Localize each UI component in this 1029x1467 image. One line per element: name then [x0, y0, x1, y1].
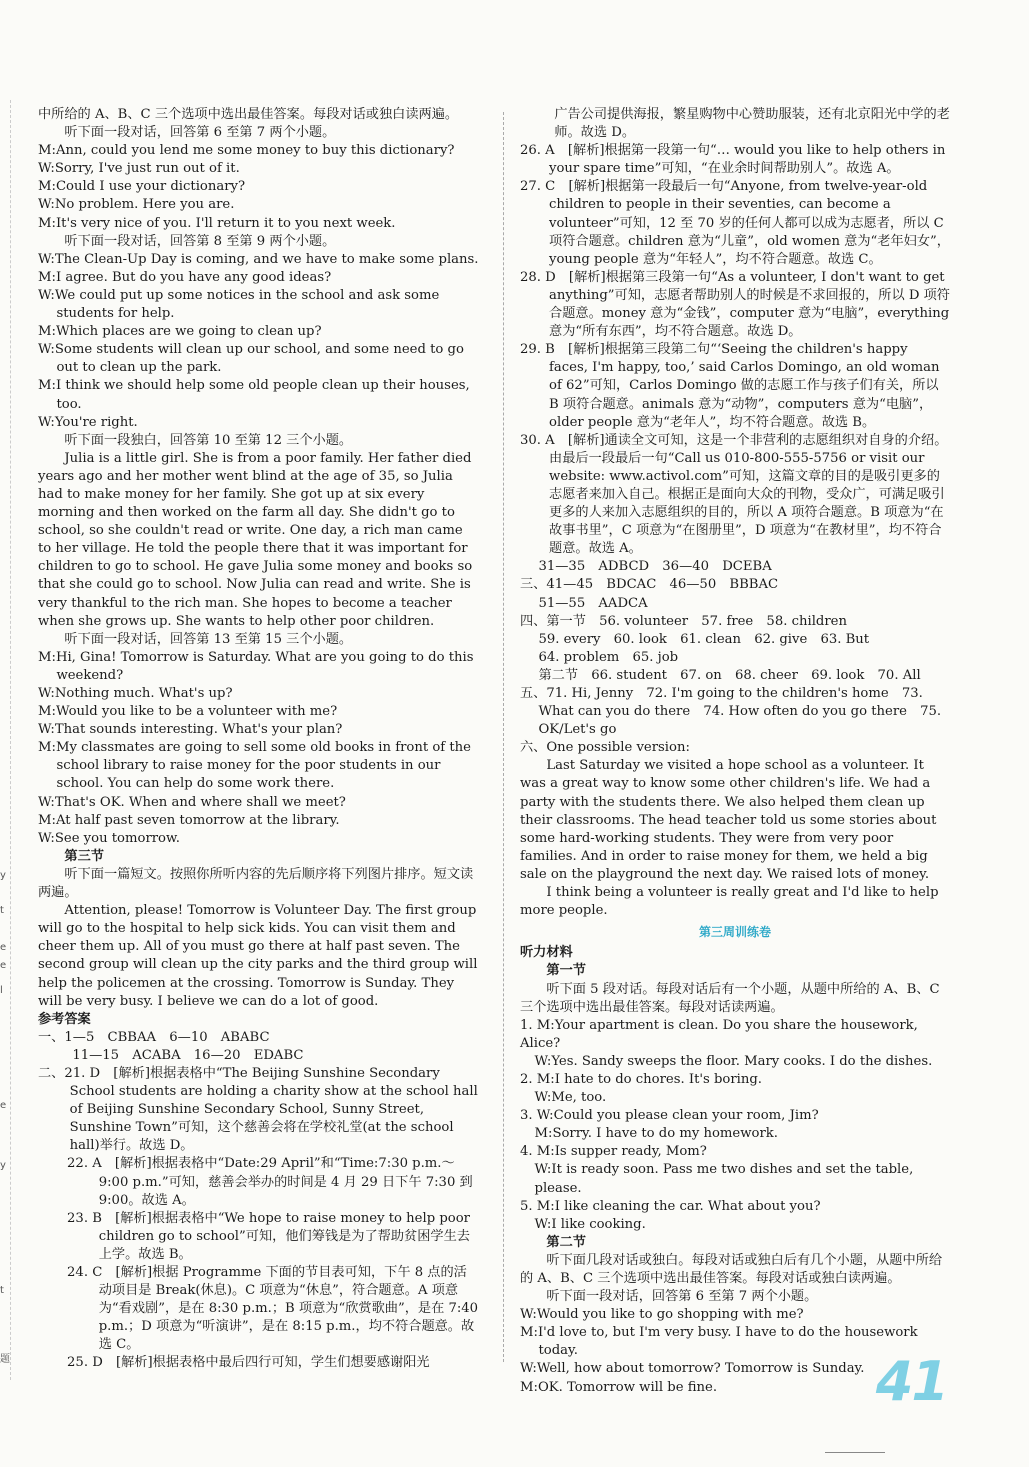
- right-after-line: W:It is ready soon. Pass me two dishes and set the table, please.: [534, 1162, 914, 1196]
- right-after-line: 5. M:I like cleaning the car. What about you?: [520, 1198, 821, 1214]
- left-line: 听下面一段对话，回答第 8 至第 9 两个小题。: [64, 233, 336, 249]
- right-after-line: M:OK. Tomorrow will be fine.: [520, 1379, 718, 1395]
- margin-glyph: e: [0, 960, 7, 971]
- right-line: 广告公司提供海报，繁星购物中心赞助服装，还有北京阳光中学的老师。故选 D。: [554, 107, 950, 141]
- right-line: 27. C [解析]根据第一段最后一句“Anyone, from twelve-year-old children to people in their seventies, can become a volunteer”可知，12 至 70 岁的任何人都可以成为志愿者，所以 C 项符合题意。children 意为“儿童”，old women 意为“老年妇女”，young people 意为“年轻人”，均不符合题意。故选 C。: [520, 179, 950, 267]
- right-after-line: 1. M:Your apartment is clean. Do you share the housework, Alice?: [520, 1017, 918, 1051]
- right-column: [520, 106, 950, 1397]
- right-after-line: 听下面几段对话或独白。每段对话或独白后有几个小题，从题中所给的 A、B、C 三个选项中选出最佳答案。每段对话或独白读两遍。: [520, 1252, 943, 1286]
- left-line: 参考答案: [38, 1011, 91, 1027]
- right-line: 64. problem 65. job: [538, 649, 679, 665]
- left-line: M:I think we should help some old people clean up their houses, too.: [38, 378, 470, 412]
- left-line: M:At half past seven tomorrow at the library.: [38, 812, 340, 828]
- page-number: 41: [875, 1350, 947, 1413]
- margin-glyph: t: [0, 1285, 4, 1296]
- column-divider: [503, 112, 504, 1362]
- margin-glyph: y: [0, 870, 6, 881]
- left-line: W:See you tomorrow.: [38, 830, 180, 846]
- right-line: 30. A [解析]通读全文可知，这是一个非营利的志愿组织对自身的介绍。由最后一段最后一句“Call us 010-800-555-5756 or visit our website: www.activol.com”可知，这篇文章的目的是吸引更多的志愿者来加入自己。根据正是面向大众的刊物，受众广，可满足吸引更多的人来加入志愿组织的目的，所以 A 项符合题意。B 项意为“在故事书里”，C 项意为“在图册里”，D 项意为“在教材里”，均不符合题意。故选 A。: [520, 432, 948, 557]
- left-line: 一、1—5 CBBAA 6—10 ABABC: [38, 1029, 270, 1045]
- right-after-line: 听下面 5 段对话。每段对话后有一个小题，从题中所给的 A、B、C 三个选项中选出最佳答案。每段对话读两遍。: [520, 981, 940, 1015]
- left-line: W:That's OK. When and where shall we meet?: [38, 794, 346, 810]
- left-line: Julia is a little girl. She is from a poor family. Her father died years ago and her mother went blind at the age of 35, so Julia had to make money for her family. She got up at six every morning and then worked on the farm all day. She didn't go to school, so she couldn't read or write. One day, a rich man came to her village. He told the people there that it was important for children to go to school. He gave Julia some money and books so that she could go to school. Now Julia can read and write. She is very thankful to the rich man. She hopes to become a teacher when she grows up. She wants to help other poor children.: [38, 450, 473, 629]
- section-title: 第三周训练卷: [698, 925, 771, 940]
- right-line: 59. every 60. look 61. clean 62. give 63. But: [538, 631, 870, 647]
- left-line: 听下面一段对话，回答第 6 至第 7 两个小题。: [64, 125, 336, 141]
- left-line: 听下面一段对话，回答第 13 至第 15 三个小题。: [64, 631, 353, 647]
- margin-glyph: e: [0, 1100, 7, 1111]
- left-line: M:Hi, Gina! Tomorrow is Saturday. What are you going to do this weekend?: [38, 649, 474, 683]
- right-after-line: W:Well, how about tomorrow? Tomorrow is Sunday.: [520, 1361, 865, 1377]
- left-line: 11—15 ACABA 16—20 EDABC: [72, 1047, 304, 1063]
- right-line: 28. D [解析]根据第三段第一句“As a volunteer, I don't want to get anything”可知，志愿者帮助别人的时候是不求回报的，所以 D 项符合题意。money 意为“金钱”，computer 意为“电脑”，everything 意为“所有东西”，均不符合题意。故选 D。: [520, 269, 950, 340]
- right-line: 51—55 AADCA: [538, 595, 648, 611]
- left-line: M:It's very nice of you. I'll return it to you next week.: [38, 215, 396, 231]
- right-after-line: 2. M:I hate to do chores. It's boring.: [520, 1071, 762, 1087]
- left-line: 听下面一段独白，回答第 10 至第 12 三个小题。: [64, 432, 353, 448]
- right-line: 26. A [解析]根据第一段第一句“… would you like to help others in your spare time”可知，“在业余时间帮助别人”。故选 A。: [520, 143, 946, 177]
- left-line: M:Could I use your dictionary?: [38, 179, 246, 195]
- left-line: M:My classmates are going to sell some old books in front of the school library to raise money for the poor students in our school. You can help do some work there.: [38, 740, 471, 792]
- left-line: W:We could put up some notices in the school and ask some students for help.: [38, 287, 440, 322]
- right-after-line: 4. M:Is supper ready, Mom?: [520, 1144, 707, 1160]
- right-after-line: W:I like cooking.: [534, 1216, 646, 1232]
- right-line: 六、One possible version:: [520, 740, 690, 756]
- left-line: M:I agree. But do you have any good ideas?: [38, 269, 332, 285]
- left-line: W:Some students will clean up our school, and some need to go out to clean up the park.: [38, 342, 464, 376]
- binding-edge: [10, 100, 11, 1380]
- right-line: Last Saturday we visited a hope school as a volunteer. It was a great way to know some other children's life. We had a party with the students there. We also helped them clean up their classrooms. The head teacher told us some stories about some hard-working students. They were from very poor families. And in order to raise money for them, we held a big sale on the playground the next day. We raised lots of money.: [520, 758, 937, 882]
- left-line: W:Sorry, I've just run out of it.: [38, 161, 240, 177]
- left-line: W:That sounds interesting. What's your plan?: [38, 722, 343, 738]
- left-line: M:Ann, could you lend me some money to buy this dictionary?: [38, 143, 455, 159]
- right-line: 31—35 ADBCD 36—40 DCEBA: [538, 559, 772, 575]
- margin-glyph: l: [0, 985, 3, 996]
- left-line: M:Would you like to be a volunteer with me?: [38, 704, 338, 720]
- left-line: 中所给的 A、B、C 三个选项中选出最佳答案。每段对话或独白读两遍。: [38, 107, 459, 122]
- right-after-line: W:Me, too.: [534, 1090, 607, 1106]
- right-after-line: W:Yes. Sandy sweeps the floor. Mary cooks. I do the dishes.: [534, 1053, 933, 1069]
- footer-rule: [825, 1452, 885, 1453]
- left-line: W:You're right.: [38, 414, 138, 430]
- left-line: W:No problem. Here you are.: [38, 197, 235, 213]
- left-line: 23. B [解析]根据表格中“We hope to raise money to help poor children go to school”可知，他们筹钱是为了帮助贫困学生去上学。故选 B。: [67, 1210, 470, 1262]
- right-after-line: W:Would you like to go shopping with me?: [520, 1307, 804, 1323]
- right-after-line: M:I'd love to, but I'm very busy. I have to do the housework today.: [520, 1325, 918, 1359]
- right-line: 29. B [解析]根据第三段第二句“‘Seeing the children's happy faces, I'm happy, too,’ said Carlos Domingo, an old woman of 62”可知，Carlos Domingo 做的志愿工作与孩子们有关，所以 B 项符合题意。animals 意为“动物”，computers 意为“电脑”，older people 意为“老年人”，均不符合题意。故选 B。: [520, 342, 940, 430]
- left-line: 24. C [解析]根据 Programme 下面的节目表可知，下午 8 点的活动项目是 Break(休息)。C 项意为“休息”，符合题意。A 项意为“看戏剧”，是在 8:30 p.m.；B 项意为“欣赏歌曲”，是在 7:40 p.m.；D 项意为“听演讲”，是在 8:15 p.m.，均不符合题意。故选 C。: [67, 1265, 479, 1353]
- margin-glyph: e: [0, 942, 7, 953]
- right-line: 第二节 66. student 67. on 68. cheer 69. look 70. All: [538, 667, 921, 683]
- right-after-line: 第一节: [546, 963, 586, 979]
- left-line: W:The Clean-Up Day is coming, and we have to make some plans.: [38, 251, 479, 267]
- left-line: 25. D [解析]根据表格中最后四行可知，学生们想要感谢阳光: [67, 1355, 430, 1371]
- margin-glyph: t: [0, 905, 4, 916]
- right-line: I think being a volunteer is really great and I'd like to help more people.: [520, 885, 939, 919]
- left-line: M:Which places are we going to clean up?: [38, 324, 322, 340]
- left-line: W:Nothing much. What's up?: [38, 686, 233, 701]
- listening-material: [520, 944, 950, 1396]
- right-after-line: 3. W:Could you please clean your room, Jim?: [520, 1108, 819, 1124]
- right-line: 四、第一节 56. volunteer 57. free 58. children: [520, 613, 847, 629]
- left-line: 22. A [解析]根据表格中“Date:29 April”和“Time:7:30 p.m.～9:00 p.m.”可知，慈善会举办的时间是 4 月 29 日下午 7:30 到 9:00。故选 A。: [67, 1156, 473, 1208]
- answer-key-continued: [520, 106, 950, 920]
- right-after-line: 听下面一段对话，回答第 6 至第 7 两个小题。: [546, 1289, 818, 1305]
- right-after-line: 听力材料: [520, 945, 573, 961]
- right-line: 五、71. Hi, Jenny 72. I'm going to the children's home 73. What can you do there 74. How often do you go there 75. OK/Let's go: [520, 686, 942, 738]
- left-line: 听下面一篇短文。按照你所听内容的先后顺序将下列图片排序。短文读两遍。: [38, 866, 474, 901]
- margin-glyph: 题: [0, 1354, 10, 1365]
- left-line: 二、21. D [解析]根据表格中“The Beijing Sunshine Secondary School students are holding a charity show at the school hall of Beijing Sunshine Secondary School, Sunny Street, Sunshine Town”可知，这个慈善会将在学校礼堂(at the school hall)举行。故选 D。: [38, 1065, 478, 1154]
- margin-glyph: y: [0, 1160, 6, 1171]
- left-line: Attention, please! Tomorrow is Volunteer Day. The first group will go to the hospital to help sick kids. You can visit them and cheer them up. All of you must go there at half past seven. The second group will clean up the city parks and the third group will help the policemen at the crossing. Tomorrow is Sunday. They will be very busy. I believe we can do a lot of good.: [38, 903, 478, 1009]
- right-after-line: M:Sorry. I have to do my homework.: [534, 1126, 778, 1142]
- right-line: 三、41—45 BDCAC 46—50 BBBAC: [520, 577, 779, 593]
- left-column: [38, 106, 480, 1373]
- left-line: 第三节: [64, 848, 104, 864]
- right-after-line: 第二节: [546, 1234, 586, 1250]
